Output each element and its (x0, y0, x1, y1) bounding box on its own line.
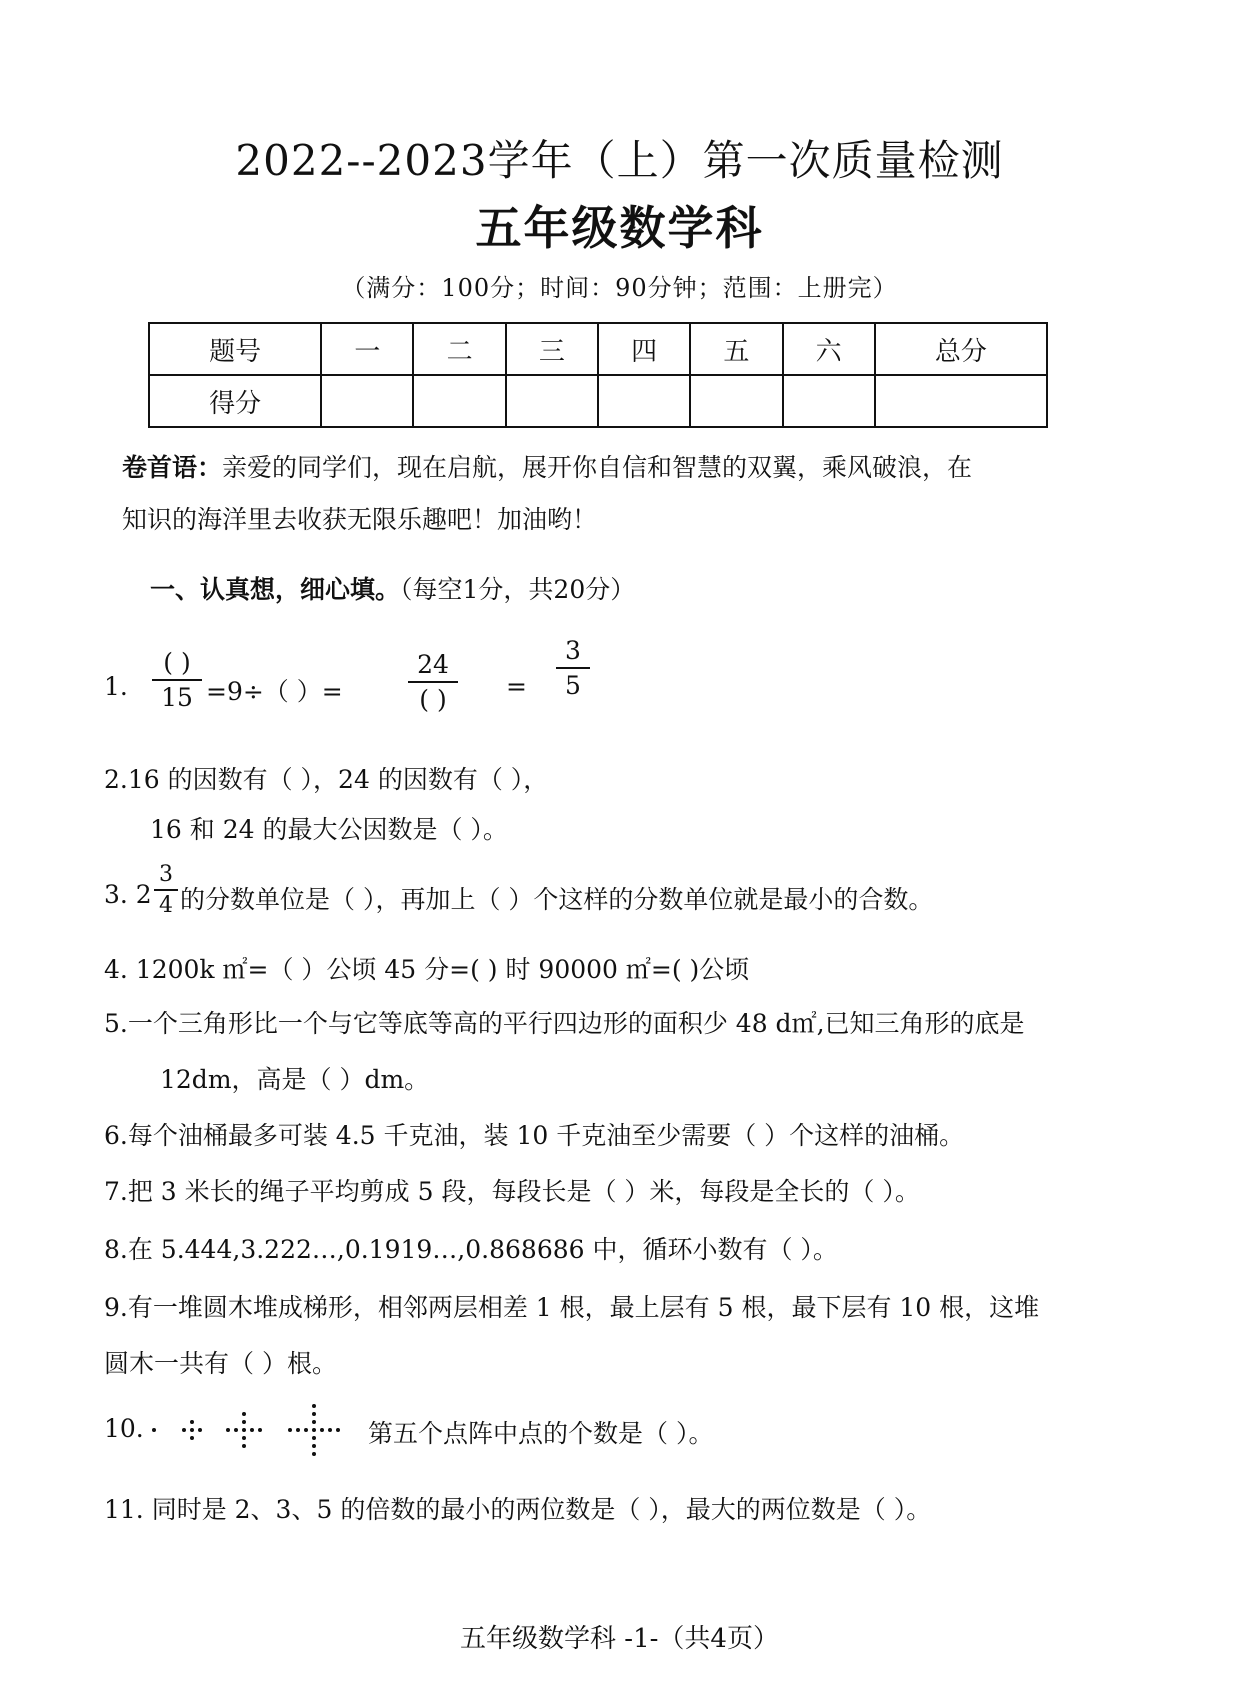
score-header-cell: 五 (690, 323, 782, 375)
q3-denominator: 4 (159, 893, 173, 918)
score-table-score-row (149, 375, 1047, 427)
dot (198, 1428, 202, 1432)
exam-info: （满分：100分；时间：90分钟；范围：上册完） (341, 274, 898, 302)
score-cell[interactable] (506, 375, 598, 427)
q9-line-2: 圆木一共有（ ）根。 (104, 1349, 337, 1378)
q1-f1-denominator: 15 (161, 683, 193, 712)
preface-line-2: 知识的海洋里去收获无限乐趣吧！加油哟！ (122, 505, 598, 534)
dot (152, 1428, 156, 1432)
fraction-bar (556, 667, 590, 669)
q3-numerator: 3 (159, 862, 173, 887)
subject-title: 五年级数学科 (475, 201, 764, 255)
dot (320, 1428, 324, 1432)
dot (328, 1428, 332, 1432)
dot (234, 1428, 238, 1432)
q8-text: 8.在 5.444,3.222…,0.1919…,0.868686 中，循环小数有（ ）。 (104, 1235, 838, 1264)
dot (312, 1404, 316, 1408)
q2-line-1: 2.16 的因数有（ ），24 的因数有（ ）， (104, 765, 549, 794)
preface-text: 亲爱的同学们，现在启航，展开你自信和智慧的双翼，乘风破浪，在 (222, 453, 973, 482)
fraction-bar (154, 889, 178, 891)
dot (226, 1428, 230, 1432)
q1-equals: = (506, 672, 527, 701)
score-cell[interactable] (783, 375, 875, 427)
dot (190, 1428, 194, 1432)
preface-label: 卷首语： (122, 453, 223, 482)
q1-f2-numerator: 24 (417, 650, 449, 679)
q11-text: 11. 同时是 2、3、5 的倍数的最小的两位数是（ ），最大的两位数是（ ）。 (104, 1495, 932, 1524)
q3-text: 的分数单位是（ ），再加上（ ）个这样的分数单位就是最小的合数。 (180, 885, 934, 914)
dot (242, 1436, 246, 1440)
score-cell[interactable] (598, 375, 690, 427)
page-footer: 五年级数学科 -1-（共4页） (460, 1624, 779, 1654)
q3-fraction (154, 862, 178, 918)
score-header-cell: 总分 (875, 323, 1047, 375)
dot (312, 1436, 316, 1440)
dot (190, 1420, 194, 1424)
q5-line-1: 5.一个三角形比一个与它等底等高的平行四边形的面积少 48 d㎡,已知三角形的底是 (104, 1009, 1025, 1038)
fraction-bar (408, 681, 458, 683)
q2-line-2: 16 和 24 的最大公因数是（ ）。 (150, 815, 508, 844)
dot (242, 1412, 246, 1416)
section-1-heading (150, 570, 635, 606)
score-cell[interactable] (413, 375, 505, 427)
q7-text: 7.把 3 米长的绳子平均剪成 5 段，每段长是（ ）米，每段是全长的（ ）。 (104, 1177, 920, 1206)
q1-number: 1. (104, 672, 128, 701)
dot (288, 1428, 292, 1432)
q10-number: 10. (104, 1414, 144, 1443)
score-row-label: 得分 (149, 375, 321, 427)
q3-prefix: 3. 2 (104, 880, 152, 909)
q5-line-2: 12dm，高是（ ）dm。 (160, 1065, 430, 1094)
score-header-cell: 六 (783, 323, 875, 375)
dot (296, 1428, 300, 1432)
q1-middle: =9÷（ ）= (206, 677, 343, 706)
q1-fraction-2 (408, 650, 458, 714)
dot (304, 1428, 308, 1432)
score-cell[interactable] (690, 375, 782, 427)
dot (242, 1420, 246, 1424)
section-1-note: （每空1分，共20分） (400, 575, 636, 604)
q1-f3-numerator: 3 (565, 636, 581, 665)
q4-text: 4. 1200k ㎡=（ ）公顷 45 分=( ) 时 90000 ㎡=( )公顷 (104, 955, 750, 984)
dot (312, 1412, 316, 1416)
score-header-cell: 三 (506, 323, 598, 375)
q1-fraction-3 (556, 636, 590, 700)
dot (312, 1428, 316, 1432)
score-table-header-row (149, 323, 1047, 375)
dot (182, 1428, 186, 1432)
dot (312, 1420, 316, 1424)
dot (190, 1436, 194, 1440)
score-cell[interactable] (321, 375, 413, 427)
dot (242, 1444, 246, 1448)
score-header-cell: 一 (321, 323, 413, 375)
score-header-cell: 题号 (149, 323, 321, 375)
exam-title: 2022--2023学年（上）第一次质量检测 (235, 136, 1004, 185)
score-header-cell: 二 (413, 323, 505, 375)
q1-f1-numerator: ( ) (163, 648, 191, 677)
section-1-title: 一、认真想，细心填。 (150, 575, 401, 604)
q9-line-1: 9.有一堆圆木堆成梯形，相邻两层相差 1 根，最上层有 5 根，最下层有 10 根，这堆 (104, 1293, 1040, 1322)
q1-f3-denominator: 5 (565, 671, 581, 700)
q10-text: 第五个点阵中点的个数是（ ）。 (368, 1419, 714, 1448)
dot (250, 1428, 254, 1432)
fraction-bar (152, 679, 202, 681)
dot (312, 1452, 316, 1456)
score-cell[interactable] (875, 375, 1047, 427)
dot (312, 1444, 316, 1448)
dot (242, 1428, 246, 1432)
dot (258, 1428, 262, 1432)
q1-fraction-1 (152, 648, 202, 712)
preface-line-1 (122, 448, 972, 484)
q1-f2-denominator: ( ) (419, 685, 447, 714)
dot (336, 1428, 340, 1432)
score-table (148, 322, 1048, 428)
score-header-cell: 四 (598, 323, 690, 375)
q6-text: 6.每个油桶最多可装 4.5 千克油，装 10 千克油至少需要（ ）个这样的油桶。 (104, 1121, 965, 1150)
